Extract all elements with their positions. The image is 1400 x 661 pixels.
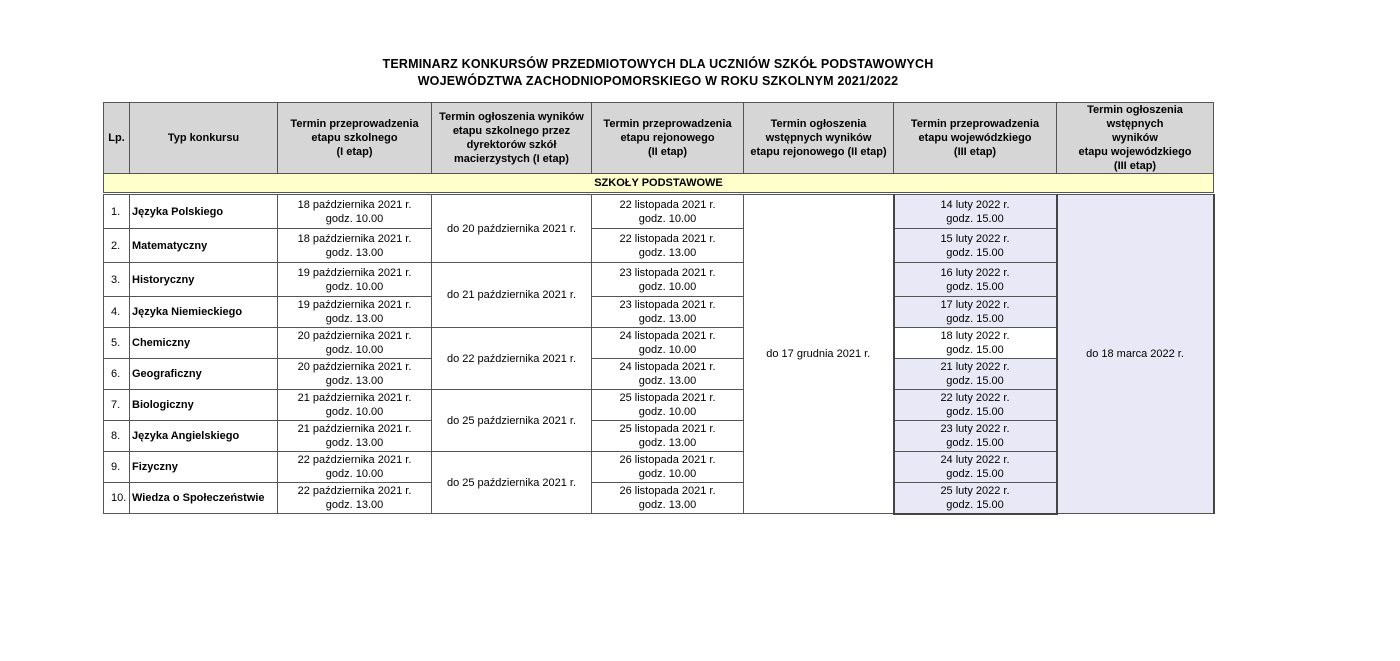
voivodeship-stage-date: 23 luty 2022 r. godz. 15.00: [894, 421, 1057, 452]
table-row: [104, 390, 1214, 421]
school-results-date: do 20 października 2021 r.: [432, 195, 592, 263]
school-stage-date: 18 października 2021 r. godz. 10.00: [278, 195, 432, 229]
contest-name: Języka Angielskiego: [130, 421, 278, 452]
school-stage-date: 21 października 2021 r. godz. 10.00: [278, 390, 432, 421]
voivodeship-stage-date: 22 luty 2022 r. godz. 15.00: [894, 390, 1057, 421]
school-stage-date: 19 października 2021 r. godz. 10.00: [278, 263, 432, 297]
row-number: 9.: [104, 452, 130, 483]
school-stage-date: 22 października 2021 r. godz. 10.00: [278, 452, 432, 483]
school-stage-date: 20 października 2021 r. godz. 10.00: [278, 328, 432, 359]
header-school-stage: Termin przeprowadzenia etapu szkolnego (I etap): [278, 103, 432, 174]
regional-stage-date: 26 listopada 2021 r. godz. 10.00: [592, 452, 744, 483]
row-number: 3.: [104, 263, 130, 297]
voivodeship-stage-date: 24 luty 2022 r. godz. 15.00: [894, 452, 1057, 483]
school-stage-date: 18 października 2021 r. godz. 13.00: [278, 229, 432, 263]
voivodeship-stage-date: 18 luty 2022 r. godz. 15.00: [894, 328, 1057, 359]
title-line-2: WOJEWÓDZTWA ZACHODNIOPOMORSKIEGO W ROKU SZKOLNYM 2021/2022: [417, 74, 899, 88]
table-row: [104, 229, 1214, 263]
table-row: [104, 297, 1214, 328]
voivodeship-stage-date: 16 luty 2022 r. godz. 15.00: [894, 263, 1057, 297]
regional-stage-date: 22 listopada 2021 r. godz. 10.00: [592, 195, 744, 229]
school-results-date: do 21 października 2021 r.: [432, 263, 592, 328]
school-stage-date: 22 października 2021 r. godz. 13.00: [278, 483, 432, 514]
regional-stage-date: 24 listopada 2021 r. godz. 10.00: [592, 328, 744, 359]
regional-stage-date: 23 listopada 2021 r. godz. 13.00: [592, 297, 744, 328]
contest-name: Fizyczny: [130, 452, 278, 483]
table-row: [104, 328, 1214, 359]
regional-stage-date: 23 listopada 2021 r. godz. 10.00: [592, 263, 744, 297]
contest-schedule-table: [103, 102, 1215, 515]
contest-name: Wiedza o Społeczeństwie: [130, 483, 278, 514]
table-row: [104, 452, 1214, 483]
contest-name: Matematyczny: [130, 229, 278, 263]
header-voivodeship-stage: Termin przeprowadzenia etapu wojewódzkiego (III etap): [894, 103, 1057, 174]
contest-name: Historyczny: [130, 263, 278, 297]
table-row: [104, 195, 1214, 229]
table-row: [104, 263, 1214, 297]
row-number: 7.: [104, 390, 130, 421]
table-row: [104, 359, 1214, 390]
table-row: [104, 421, 1214, 452]
regional-stage-date: 25 listopada 2021 r. godz. 13.00: [592, 421, 744, 452]
school-results-date: do 25 października 2021 r.: [432, 452, 592, 514]
contest-name: Chemiczny: [130, 328, 278, 359]
title-line-1: TERMINARZ KONKURSÓW PRZEDMIOTOWYCH DLA UCZNIÓW SZKÓŁ PODSTAWOWYCH: [382, 57, 934, 71]
header-school-results: Termin ogłoszenia wyników etapu szkolnego przez dyrektorów szkół macierzystych (I etap): [432, 103, 592, 174]
row-number: 2.: [104, 229, 130, 263]
school-results-date: do 22 października 2021 r.: [432, 328, 592, 390]
row-number: 1.: [104, 195, 130, 229]
header-lp: Lp.: [104, 103, 130, 174]
row-number: 10.: [104, 483, 130, 514]
header-voivodeship-results: Termin ogłoszenia wstępnych wyników etapu wojewódzkiego (III etap): [1057, 103, 1214, 174]
school-stage-date: 19 października 2021 r. godz. 13.00: [278, 297, 432, 328]
school-stage-date: 21 października 2021 r. godz. 13.00: [278, 421, 432, 452]
row-number: 6.: [104, 359, 130, 390]
regional-stage-date: 26 listopada 2021 r. godz. 13.00: [592, 483, 744, 514]
school-results-date: do 25 października 2021 r.: [432, 390, 592, 452]
voivodeship-stage-date: 15 luty 2022 r. godz. 15.00: [894, 229, 1057, 263]
header-row: [104, 103, 1214, 174]
table-row: [104, 483, 1214, 514]
section-label: SZKOŁY PODSTAWOWE: [104, 174, 1214, 193]
row-number: 5.: [104, 328, 130, 359]
regional-stage-date: 24 listopada 2021 r. godz. 13.00: [592, 359, 744, 390]
header-regional-results: Termin ogłoszenia wstępnych wyników etapu rejonowego (II etap): [744, 103, 894, 174]
voivodeship-stage-date: 14 luty 2022 r. godz. 15.00: [894, 195, 1057, 229]
contest-name: Języka Niemieckiego: [130, 297, 278, 328]
contest-name: Biologiczny: [130, 390, 278, 421]
contest-name: Geograficzny: [130, 359, 278, 390]
voivodeship-stage-date: 17 luty 2022 r. godz. 15.00: [894, 297, 1057, 328]
regional-results-date: do 17 grudnia 2021 r.: [744, 195, 894, 514]
document-title: [103, 56, 1213, 90]
school-stage-date: 20 października 2021 r. godz. 13.00: [278, 359, 432, 390]
contest-name: Języka Polskiego: [130, 195, 278, 229]
row-number: 4.: [104, 297, 130, 328]
header-regional-stage: Termin przeprowadzenia etapu rejonowego (II etap): [592, 103, 744, 174]
header-type: Typ konkursu: [130, 103, 278, 174]
regional-stage-date: 22 listopada 2021 r. godz. 13.00: [592, 229, 744, 263]
voivodeship-results-date: do 18 marca 2022 r.: [1057, 195, 1214, 514]
regional-stage-date: 25 listopada 2021 r. godz. 10.00: [592, 390, 744, 421]
section-row: [104, 174, 1214, 193]
voivodeship-stage-date: 25 luty 2022 r. godz. 15.00: [894, 483, 1057, 514]
voivodeship-stage-date: 21 luty 2022 r. godz. 15.00: [894, 359, 1057, 390]
row-number: 8.: [104, 421, 130, 452]
